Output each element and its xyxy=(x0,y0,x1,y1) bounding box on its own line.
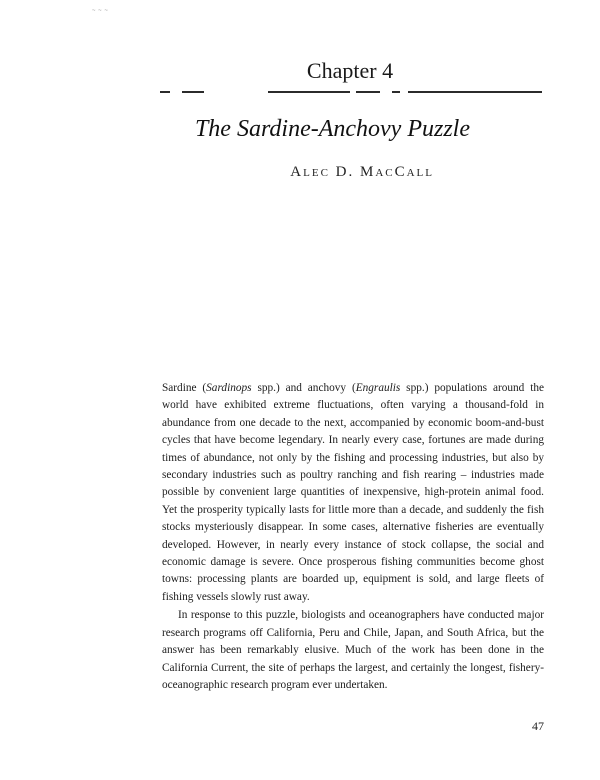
author-name: Alec D. MacCall xyxy=(290,164,434,180)
chapter-title: The Sardine-Anchovy Puzzle xyxy=(194,116,470,142)
page-number: 47 xyxy=(532,719,544,733)
rule-segment xyxy=(268,91,350,93)
paragraph-1: Sardine (Sardinops spp.) and anchovy (Engraulis spp.) populations around the world have exhibited extreme fluctuations, often varying a thousand-fold in abundance from one decade to the next, accompanied by economic boom-and-bust cycles that have become legendary. In nearly every case, fortunes are made during times of abundance, not only by the fishing and processing industries, but also by secondary industries such as poultry ranching and fish rearing – industries made possible by convenient large quantities of inexpensive, high-protein animal food. Yet the prosperity typically lasts for little more than a decade, and suddenly the fish stocks mysteriously disappear. In some cases, alternative fisheries are eventually developed. However, in nearly every instance of stock collapse, the social and economic damage is severe. Once prosperous fishing communities become ghost towns: processing plants are boarded up, equipment is sold, and large fleets of fishing vessels slowly rust away. xyxy=(162,382,544,603)
rule-segment xyxy=(160,91,170,93)
paragraph-2: In response to this puzzle, biologists and oceanographers have conducted major research programs off California, Peru and Chile, Japan, and South Africa, but the answer has been remarkably elusive. Much of the work has been done in the California Current, the site of perhaps the largest, and certainly the longest, fishery-oceanographic research program ever undertaken. xyxy=(162,609,544,691)
genus-name: Sardinops xyxy=(206,382,252,394)
chapter-label: Chapter 4 xyxy=(306,58,394,83)
scan-corner-mark: ~ ~ ~ xyxy=(92,8,109,14)
rule-segment xyxy=(392,91,400,93)
rule-segment xyxy=(408,91,542,93)
rule-segment xyxy=(182,91,204,93)
chapter-rule xyxy=(160,91,542,93)
genus-name: Engraulis xyxy=(355,382,401,394)
rule-segment xyxy=(356,91,380,93)
body-text xyxy=(162,380,544,694)
